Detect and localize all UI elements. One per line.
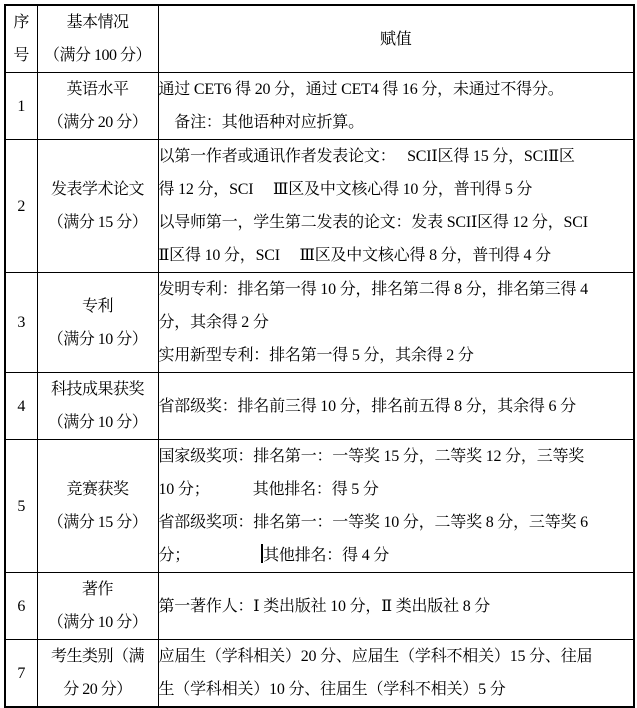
value-line: 国家级奖项：排名第一：一等奖 15 分，二等奖 12 分，三等奖 — [158, 448, 585, 465]
header-seq-cell[interactable] — [5, 5, 37, 73]
value-line: 省部级奖：排名前三得 10 分，排名前五得 8 分，其余得 6 分 — [158, 397, 576, 415]
header-seq-line1: 序 — [13, 14, 30, 31]
scoring-table — [4, 4, 635, 708]
row-5-value-cell[interactable] — [158, 440, 634, 573]
row-5-category-cell[interactable] — [37, 440, 158, 573]
table-row-2 — [5, 140, 634, 273]
table-row-3 — [5, 273, 634, 373]
value-line-segment: 分； — [158, 547, 262, 564]
value-line: 得 12 分，SCI Ⅲ区及中文核心得 10 分，普刊得 5 分 — [158, 181, 533, 198]
row-number: 6 — [17, 597, 26, 615]
row-1-category-cell[interactable] — [37, 73, 158, 140]
row-7-seq-cell[interactable] — [5, 640, 37, 708]
table-row-7 — [5, 640, 634, 708]
value-line: 10 分； 其他排名：得 5 分 — [158, 481, 379, 498]
row-3-category-cell[interactable] — [37, 273, 158, 373]
category-line: （满分 15 分） — [47, 514, 148, 531]
header-basic-line1: 基本情况 — [66, 14, 129, 31]
category-line: （满分 10 分） — [47, 414, 148, 431]
header-basic-cell[interactable] — [37, 5, 158, 73]
value-line: 分，其余得 2 分 — [158, 314, 269, 331]
table-row-5 — [5, 440, 634, 573]
category-line: （满分 20 分） — [47, 114, 148, 131]
row-6-value-cell[interactable] — [158, 573, 634, 640]
row-1-value-cell[interactable] — [158, 73, 634, 140]
category-line: （满分 10 分） — [47, 614, 148, 631]
category-line: 发表学术论文 — [50, 181, 144, 198]
value-line: Ⅱ区得 10 分，SCI Ⅲ区及中文核心得 8 分，普刊得 4 分 — [158, 247, 551, 264]
row-number: 1 — [17, 97, 26, 115]
category-line: 科技成果获奖 — [50, 381, 144, 398]
header-seq-line2: 号 — [13, 47, 30, 64]
row-number: 3 — [17, 314, 26, 331]
value-line: 备注：其他语种对应折算。 — [158, 114, 364, 131]
value-line: 以第一作者或通讯作者发表论文： SCIⅠ区得 15 分，SCIⅡ区 — [158, 148, 575, 165]
category-line: 专利 — [81, 297, 113, 315]
header-row — [5, 5, 634, 73]
value-line-segment: 其他排名：得 4 分 — [263, 547, 390, 564]
row-3-seq-cell[interactable] — [5, 273, 37, 373]
row-5-seq-cell[interactable] — [5, 440, 37, 573]
table-row-6 — [5, 573, 634, 640]
row-4-category-cell[interactable] — [37, 373, 158, 440]
row-6-category-cell[interactable] — [37, 573, 158, 640]
table-row-4 — [5, 373, 634, 440]
header-value-cell[interactable] — [158, 5, 634, 73]
header-basic-line2: （满分 100 分） — [43, 47, 151, 64]
value-line: 生（学科相关）10 分、往届生（学科不相关）5 分 — [158, 681, 506, 698]
value-line: 第一著作人：Ⅰ 类出版社 10 分，Ⅱ 类出版社 8 分 — [158, 597, 491, 615]
value-line: 发明专利：排名第一得 10 分，排名第二得 8 分，排名第三得 4 — [158, 281, 588, 298]
value-line: 省部级奖项：排名第一：一等奖 10 分，二等奖 8 分，三等奖 6 — [158, 514, 588, 531]
value-line — [159, 539, 634, 572]
row-7-category-cell[interactable] — [37, 640, 158, 708]
category-line: 著作 — [81, 581, 113, 598]
value-line: 通过 CET6 得 20 分，通过 CET4 得 16 分，未通过不得分。 — [158, 81, 564, 98]
category-line: 英语水平 — [66, 81, 129, 98]
row-2-seq-cell[interactable] — [5, 140, 37, 273]
value-line: 以导师第一，学生第二发表的论文：发表 SCIⅠ区得 12 分，SCI — [158, 214, 588, 231]
row-4-value-cell[interactable] — [158, 373, 634, 440]
table-row-1 — [5, 73, 634, 140]
row-number: 2 — [17, 197, 26, 215]
row-4-seq-cell[interactable] — [5, 373, 37, 440]
category-line: （满分 10 分） — [47, 330, 148, 348]
row-1-seq-cell[interactable] — [5, 73, 37, 140]
category-line: 分 20 分） — [63, 681, 132, 698]
value-line: 应届生（学科相关）20 分、应届生（学科不相关）15 分、往届 — [158, 648, 593, 665]
value-line: 实用新型专利：排名第一得 5 分，其余得 2 分 — [158, 347, 474, 364]
row-2-value-cell[interactable] — [158, 140, 634, 273]
header-value-label: 赋值 — [379, 30, 412, 48]
row-number: 5 — [17, 497, 26, 515]
row-3-value-cell[interactable] — [158, 273, 634, 373]
row-number: 7 — [17, 664, 26, 682]
row-6-seq-cell[interactable] — [5, 573, 37, 640]
row-number: 4 — [17, 397, 26, 415]
row-2-category-cell[interactable] — [37, 140, 158, 273]
row-7-value-cell[interactable] — [158, 640, 634, 708]
category-line: （满分 15 分） — [47, 214, 148, 231]
category-line: 竞赛获奖 — [66, 481, 129, 498]
category-line: 考生类别（满 — [50, 648, 144, 665]
